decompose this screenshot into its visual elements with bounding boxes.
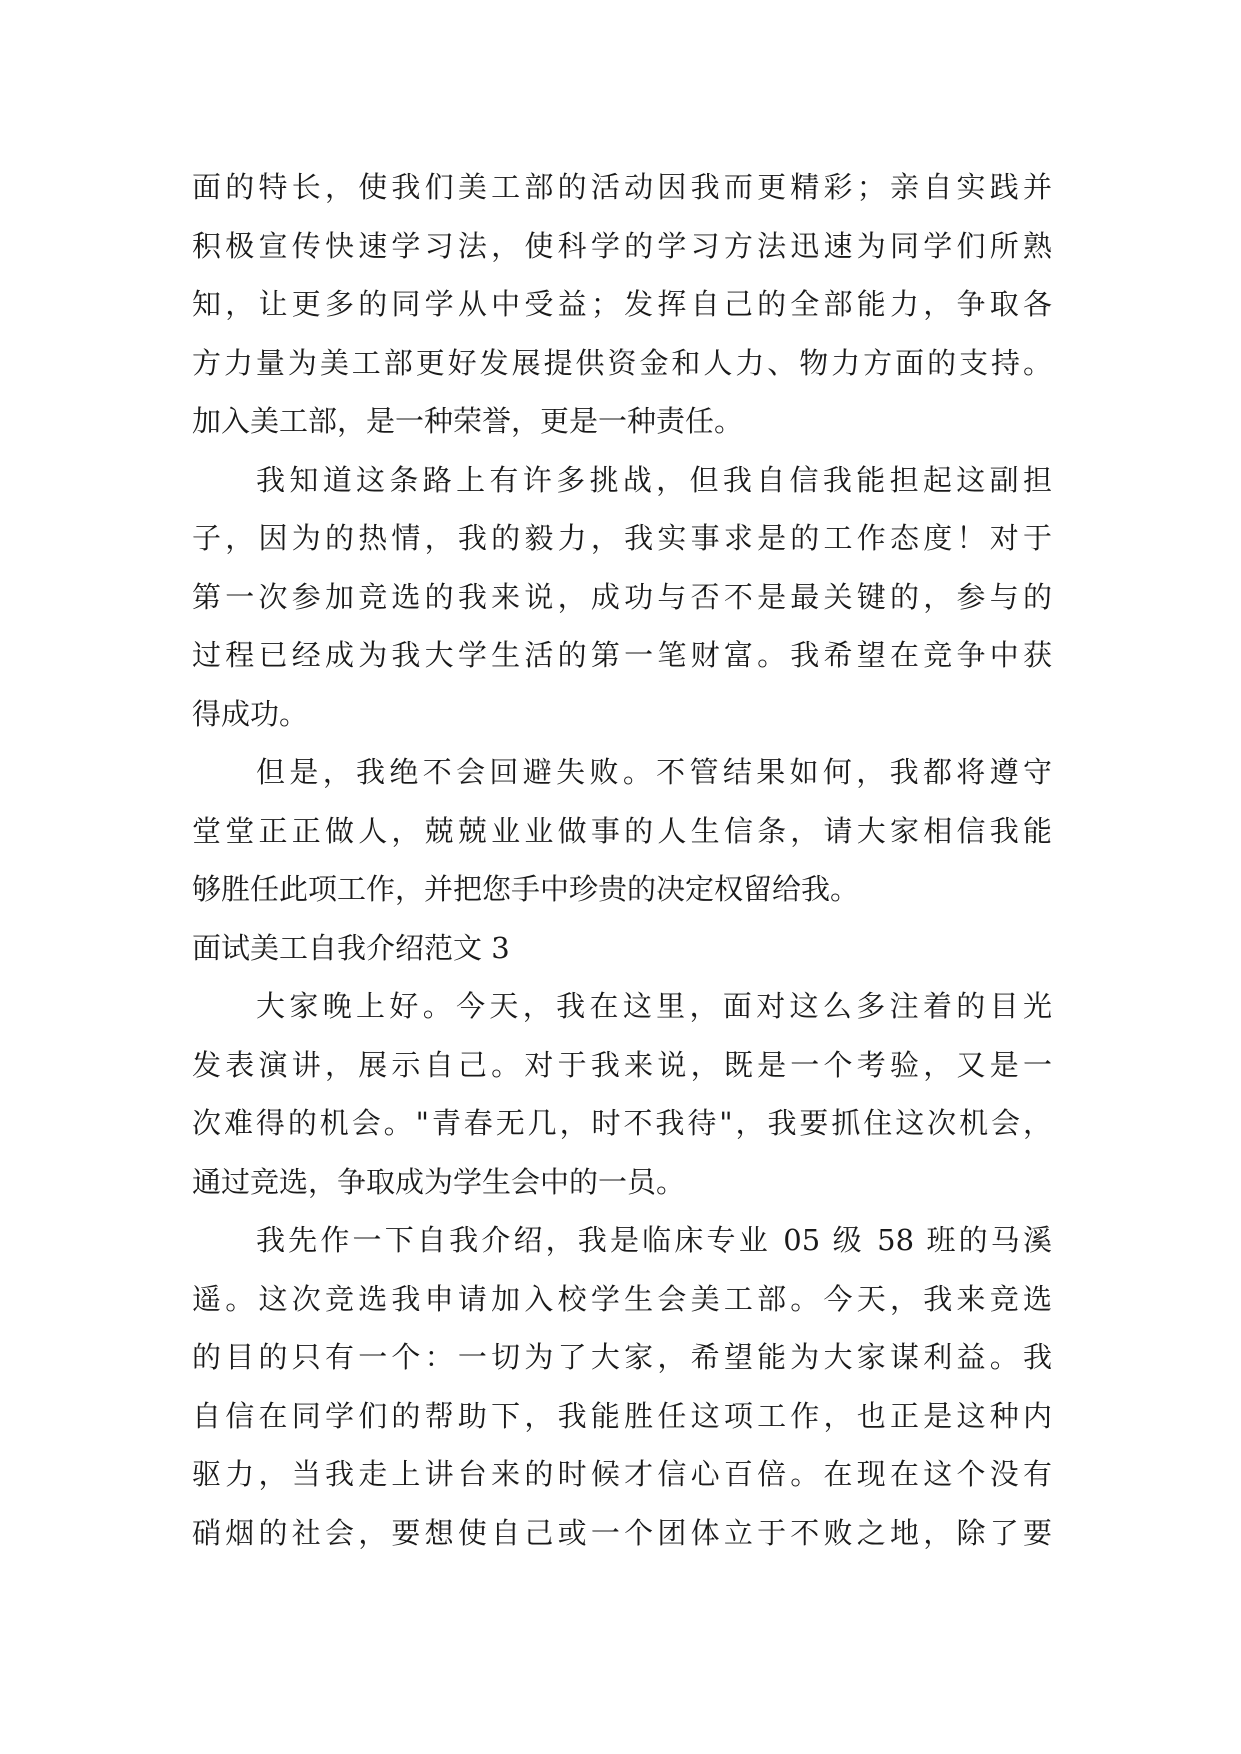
text-line: 堂堂正正做人，兢兢业业做事的人生信条，请大家相信我能 — [192, 813, 1052, 848]
text-line: 够胜任此项工作，并把您手中珍贵的决定权留给我。 — [192, 872, 860, 906]
paragraph — [192, 451, 1052, 744]
section-heading — [192, 919, 1052, 978]
paragraph — [192, 1211, 1052, 1562]
text-line: 但是，我绝不会回避失败。不管结果如何，我都将遵守 — [256, 755, 1052, 789]
text-line: 硝烟的社会，要想使自己或一个团体立于不败之地，除了要 — [192, 1515, 1052, 1550]
heading-text: 面试美工自我介绍范文 3 — [192, 930, 510, 965]
text-line: 的目的只有一个：一切为了大家，希望能为大家谋利益。我 — [192, 1340, 1052, 1374]
document-body — [192, 158, 1052, 1562]
text-line: 遥。这次竞选我申请加入校学生会美工部。今天，我来竞选 — [192, 1281, 1052, 1316]
text-line: 子，因为的热情，我的毅力，我实事求是的工作态度！对于 — [192, 521, 1052, 555]
paragraph — [192, 743, 1052, 919]
text-line: 得成功。 — [192, 696, 309, 731]
text-line: 第一次参加竞选的我来说，成功与否不是最关键的，参与的 — [192, 579, 1052, 614]
text-line: 我知道这条路上有许多挑战，但我自信我能担起这副担 — [256, 462, 1052, 497]
text-line: 方力量为美工部更好发展提供资金和人力、物力方面的支持。 — [192, 345, 1052, 380]
paragraph — [192, 158, 1052, 451]
paragraph — [192, 977, 1052, 1211]
text-line: 知，让更多的同学从中受益；发挥自己的全部能力，争取各 — [192, 287, 1052, 321]
text-line: 积极宣传快速学习法，使科学的学习方法迅速为同学们所熟 — [192, 228, 1052, 263]
text-line: 次难得的机会。"青春无几，时不我待"，我要抓住这次机会， — [192, 1106, 1052, 1140]
text-line: 我先作一下自我介绍，我是临床专业 05 级 58 班的马溪 — [256, 1223, 1052, 1257]
text-line: 发表演讲，展示自己。对于我来说，既是一个考验，又是一 — [192, 1047, 1052, 1082]
text-line: 面的特长，使我们美工部的活动因我而更精彩；亲自实践并 — [192, 170, 1052, 204]
text-line: 大家晚上好。今天，我在这里，面对这么多注着的目光 — [256, 989, 1052, 1023]
text-line: 自信在同学们的帮助下，我能胜任这项工作，也正是这种内 — [192, 1398, 1052, 1433]
text-line: 加入美工部，是一种荣誉，更是一种责任。 — [192, 404, 744, 438]
text-line: 过程已经成为我大学生活的第一笔财富。我希望在竞争中获 — [192, 638, 1052, 672]
text-line: 通过竞选，争取成为学生会中的一员。 — [192, 1164, 686, 1199]
text-line: 驱力，当我走上讲台来的时候才信心百倍。在现在这个没有 — [192, 1457, 1052, 1491]
